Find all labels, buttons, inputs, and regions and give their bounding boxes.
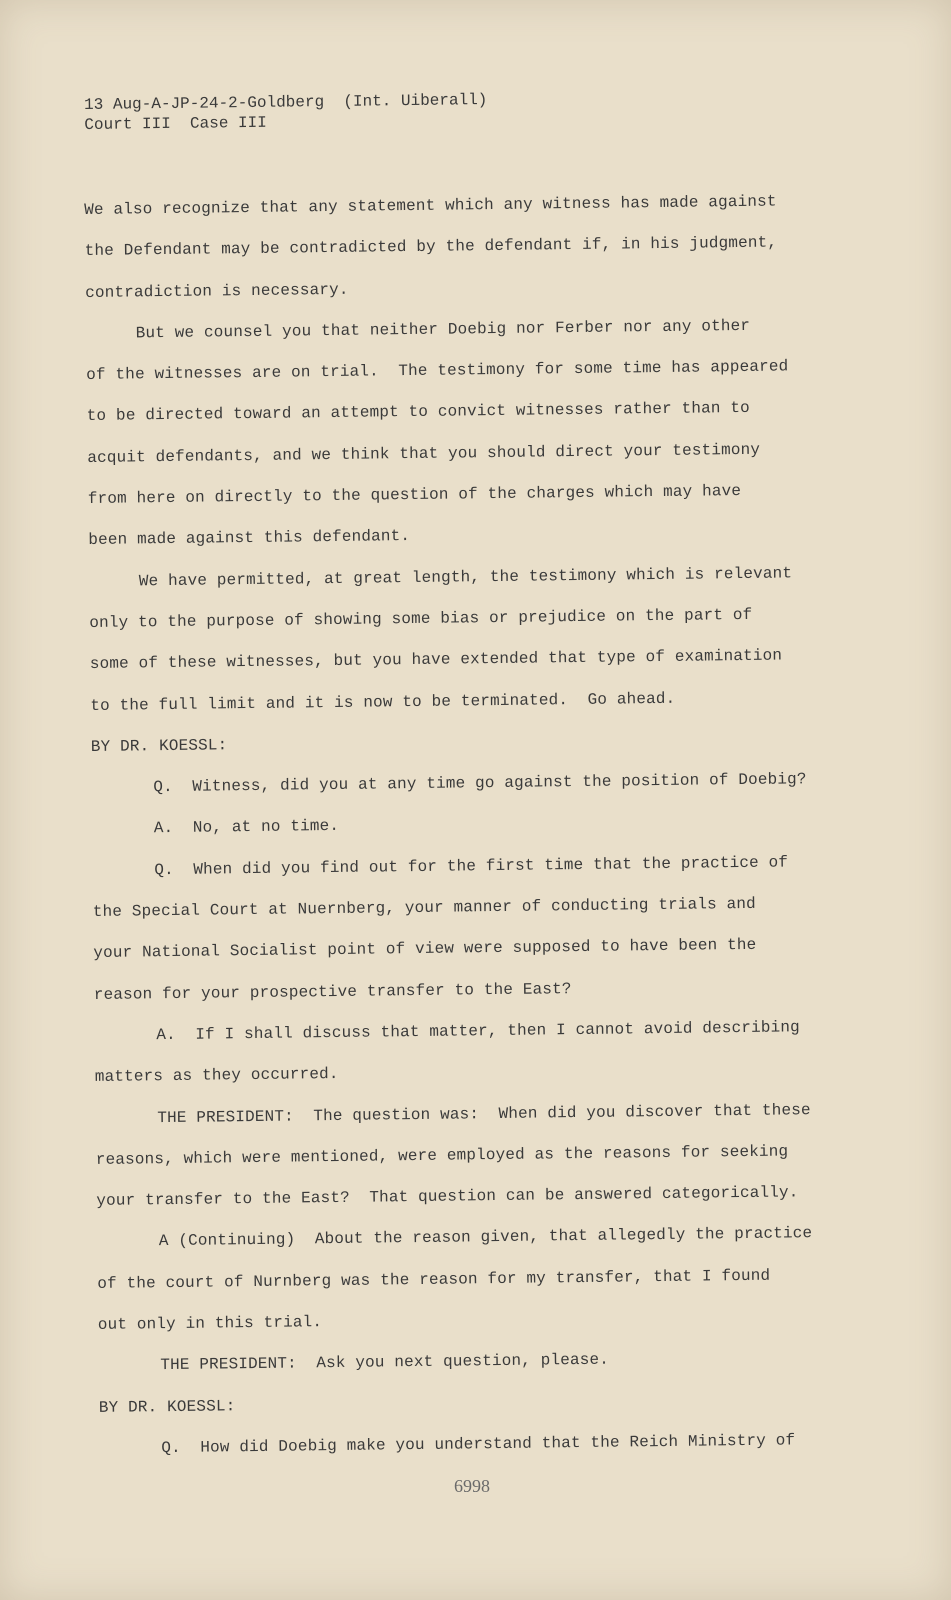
text-line: the Special Court at Nuernberg, your manner of conducting trials and: [92, 894, 756, 921]
text-line: We have permitted, at great length, the testimony which is relevant: [138, 564, 793, 591]
text-line: contradiction is necessary.: [85, 280, 349, 302]
text-line: to the full limit and it is now to be terminated. Go ahead.: [90, 689, 676, 715]
text-line: reasons, which were mentioned, were employed as the reasons for seeking: [95, 1142, 789, 1169]
document-header: [84, 90, 488, 135]
text-line: your National Socialist point of view were supposed to have been the: [93, 936, 757, 963]
speaker-line: BY DR. KOESSL:: [98, 1396, 236, 1417]
text-line: to be directed toward an attempt to convict witnesses rather than to: [86, 399, 750, 426]
speaker-line: THE PRESIDENT: The question was: When did you discover that these: [157, 1100, 811, 1127]
question-line: Q. How did Doebig make you understand that the Reich Ministry of: [161, 1431, 796, 1458]
speaker-line: THE PRESIDENT: Ask you next question, please.: [160, 1350, 610, 1375]
transcript-body: [84, 181, 860, 1470]
page-number: 6998: [454, 1476, 490, 1496]
text-line: acquit defendants, and we think that you should direct your testimony: [87, 440, 761, 467]
question-line: Q. Witness, did you at any time go against the position of Doebig?: [153, 770, 807, 797]
text-line: of the court of Nurnberg was the reason for my transfer, that I found: [97, 1266, 771, 1293]
text-line: only to the purpose of showing some bias or prejudice on the part of: [89, 605, 753, 632]
text-line: matters as they occurred.: [94, 1065, 339, 1087]
text-line: We also recognize that any statement which any witness has made against: [84, 192, 777, 219]
header-line-2: Court III Case III: [84, 113, 267, 134]
text-line: some of these witnesses, but you have extended that type of examination: [89, 646, 783, 674]
text-line: your transfer to the East? That question can be answered categorically.: [96, 1183, 799, 1211]
text-line: of the witnesses are on trial. The testimony for some time has appeared: [86, 357, 789, 385]
text-line: But we counsel you that neither Doebig nor Ferber nor any other: [135, 316, 751, 343]
speaker-line: BY DR. KOESSL:: [90, 736, 228, 756]
text-line: reason for your prospective transfer to the East?: [93, 979, 572, 1004]
text-line: out only in this trial.: [97, 1313, 323, 1334]
text-line: the Defendant may be contradicted by the defendant if, in his judgment,: [84, 233, 778, 261]
text-line: been made against this defendant.: [88, 527, 411, 550]
text-line: from here on directly to the question of the charges which may have: [87, 482, 742, 509]
answer-line: A. No, at no time.: [153, 817, 340, 838]
question-line: Q. When did you find out for the first time that the practice of: [154, 853, 789, 879]
header-line-1: 13 Aug-A-JP-24-2-Goldberg (Int. Uiberall): [84, 91, 488, 114]
answer-line: A (Continuing) About the reason given, that allegedly the practice: [158, 1224, 813, 1251]
answer-line: A. If I shall discuss that matter, then I cannot avoid describing: [156, 1018, 801, 1045]
